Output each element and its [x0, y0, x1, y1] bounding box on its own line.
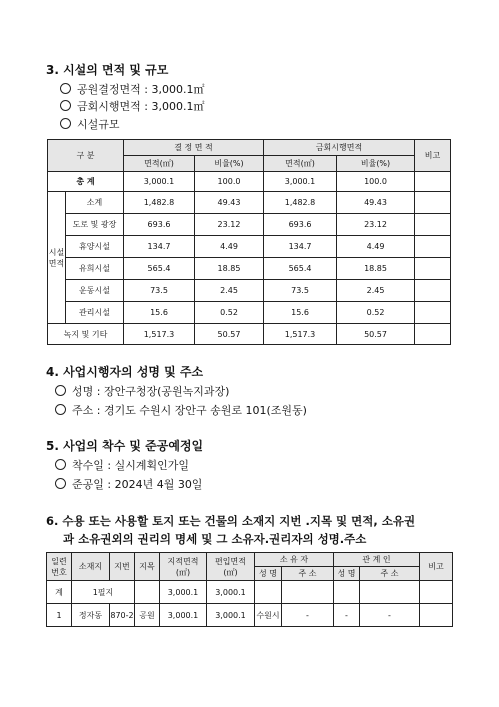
section5-heading: 5. 사업의 착수 및 준공예정일	[46, 439, 204, 453]
cell: -	[282, 604, 334, 627]
circle-bullet-icon	[55, 459, 66, 470]
cell: 49.43	[337, 192, 415, 214]
header-current-area: 금회시행면적	[264, 140, 415, 156]
cell: 15.6	[124, 302, 195, 324]
cell: 3,000.1	[207, 604, 255, 627]
cell	[255, 581, 282, 604]
cell: 18.85	[337, 258, 415, 280]
header-note: 비고	[420, 553, 453, 581]
header-lot: 지번	[110, 553, 135, 581]
cell: 1,517.3	[264, 324, 337, 345]
row-label: 운동시설	[66, 280, 124, 302]
facility-area-table	[47, 139, 451, 345]
cell: 4.49	[195, 236, 264, 258]
section6-heading-line1: 6. 수용 또는 사용할 토지 또는 건물의 소재지 지번 .지목 및 면적, 소유권	[46, 514, 416, 528]
cell: 49.43	[195, 192, 264, 214]
cell: 3,000.1	[160, 581, 207, 604]
section4-bullet2: 주소 : 경기도 수원시 장안구 송원로 101(조원동)	[55, 402, 307, 418]
cell-note	[415, 324, 451, 345]
group-label: 시설 면적	[48, 192, 66, 324]
header-owner-name: 성 명	[255, 567, 282, 581]
cell: 3,000.1	[124, 172, 195, 192]
section6-heading-line2: 과 소유권외의 권리의 명세 및 그 소유자.권리자의 성명.주소	[63, 532, 367, 546]
cell: 1,482.8	[124, 192, 195, 214]
header-decision-area: 결 정 면 적	[124, 140, 264, 156]
table-row	[48, 280, 451, 302]
cell: 3,000.1	[160, 604, 207, 627]
circle-bullet-icon	[60, 100, 71, 111]
table-row	[48, 192, 451, 214]
section4-bullet1: 성명 : 장안구청장(공원녹지과장)	[55, 383, 229, 399]
row-label: 휴양시설	[66, 236, 124, 258]
header-related-name: 성 명	[334, 567, 360, 581]
header-related-party: 관 계 인	[334, 553, 420, 567]
cell: 50.57	[337, 324, 415, 345]
header-ratio: 비율(%)	[195, 156, 264, 172]
cell: 1필지	[72, 581, 135, 604]
cell: 23.12	[195, 214, 264, 236]
cell: 4.49	[337, 236, 415, 258]
cell: 50.57	[195, 324, 264, 345]
row-label: 소계	[66, 192, 124, 214]
cell: 0.52	[337, 302, 415, 324]
cell: 73.5	[124, 280, 195, 302]
cell-note	[415, 236, 451, 258]
cell-note	[415, 302, 451, 324]
cell: -	[360, 604, 420, 627]
cell	[334, 581, 360, 604]
cell	[360, 581, 420, 604]
cell: 565.4	[264, 258, 337, 280]
header-category: 지목	[135, 553, 160, 581]
cell: 100.0	[195, 172, 264, 192]
circle-bullet-icon	[55, 385, 66, 396]
table-row	[48, 302, 451, 324]
cell: 3,000.1	[264, 172, 337, 192]
header-location: 소재지	[72, 553, 110, 581]
cell-note	[415, 280, 451, 302]
cell: -	[334, 604, 360, 627]
section3-bullet1: 공원결정면적 : 3,000.1㎡	[60, 81, 204, 97]
row-label: 도로 및 광장	[66, 214, 124, 236]
cell	[420, 604, 453, 627]
cell: 693.6	[264, 214, 337, 236]
row-label: 관리시설	[66, 302, 124, 324]
cell: 693.6	[124, 214, 195, 236]
cell	[135, 581, 160, 604]
table-row-total	[47, 581, 453, 604]
header-gubun: 구 분	[48, 140, 124, 172]
header-included-area: 편입면적 (㎡)	[207, 553, 255, 581]
table-row	[48, 258, 451, 280]
header-owner-address: 주 소	[282, 567, 334, 581]
cell: 1	[47, 604, 72, 627]
table-row	[48, 214, 451, 236]
header-related-address: 주 소	[360, 567, 420, 581]
circle-bullet-icon	[55, 404, 66, 415]
land-rights-table	[46, 552, 453, 627]
cell	[420, 581, 453, 604]
cell: 공원	[135, 604, 160, 627]
cell: 134.7	[264, 236, 337, 258]
cell: 15.6	[264, 302, 337, 324]
cell: 정자동	[72, 604, 110, 627]
circle-bullet-icon	[55, 478, 66, 489]
cell: 계	[47, 581, 72, 604]
table-row	[48, 236, 451, 258]
cell: 수원시	[255, 604, 282, 627]
cell: 2.45	[337, 280, 415, 302]
cell: 100.0	[337, 172, 415, 192]
header-note: 비고	[415, 140, 451, 172]
table-row-total	[48, 172, 451, 192]
cell: 1,517.3	[124, 324, 195, 345]
table-row-green	[48, 324, 451, 345]
header-no: 일련 번호	[47, 553, 72, 581]
cell: 2.45	[195, 280, 264, 302]
header-area: 면적(㎡)	[124, 156, 195, 172]
row-label: 총 계	[48, 172, 124, 192]
cell: 3,000.1	[207, 581, 255, 604]
section3-bullet3: 시설규모	[60, 116, 120, 132]
cell: 23.12	[337, 214, 415, 236]
header-area: 면적(㎡)	[264, 156, 337, 172]
section5-bullet2: 준공일 : 2024년 4월 30일	[55, 476, 202, 492]
cell-note	[415, 172, 451, 192]
cell-note	[415, 258, 451, 280]
header-cadastral-area: 지적면적 (㎡)	[160, 553, 207, 581]
cell: 18.85	[195, 258, 264, 280]
row-label: 녹지 및 기타	[48, 324, 124, 345]
section3-heading: 3. 시설의 면적 및 규모	[46, 63, 169, 77]
cell: 870-2	[110, 604, 135, 627]
circle-bullet-icon	[60, 118, 71, 129]
header-owner: 소 유 자	[255, 553, 334, 567]
cell: 565.4	[124, 258, 195, 280]
cell: 134.7	[124, 236, 195, 258]
header-ratio: 비율(%)	[337, 156, 415, 172]
cell: 1,482.8	[264, 192, 337, 214]
section4-heading: 4. 사업시행자의 성명 및 주소	[46, 365, 204, 379]
section3-bullet2: 금회시행면적 : 3,000.1㎡	[60, 98, 204, 114]
cell: 0.52	[195, 302, 264, 324]
cell-note	[415, 214, 451, 236]
section5-bullet1: 착수일 : 실시계획인가일	[55, 457, 189, 473]
cell: 73.5	[264, 280, 337, 302]
row-label: 유희시설	[66, 258, 124, 280]
circle-bullet-icon	[60, 83, 71, 94]
table-row	[47, 604, 453, 627]
cell-note	[415, 192, 451, 214]
cell	[282, 581, 334, 604]
